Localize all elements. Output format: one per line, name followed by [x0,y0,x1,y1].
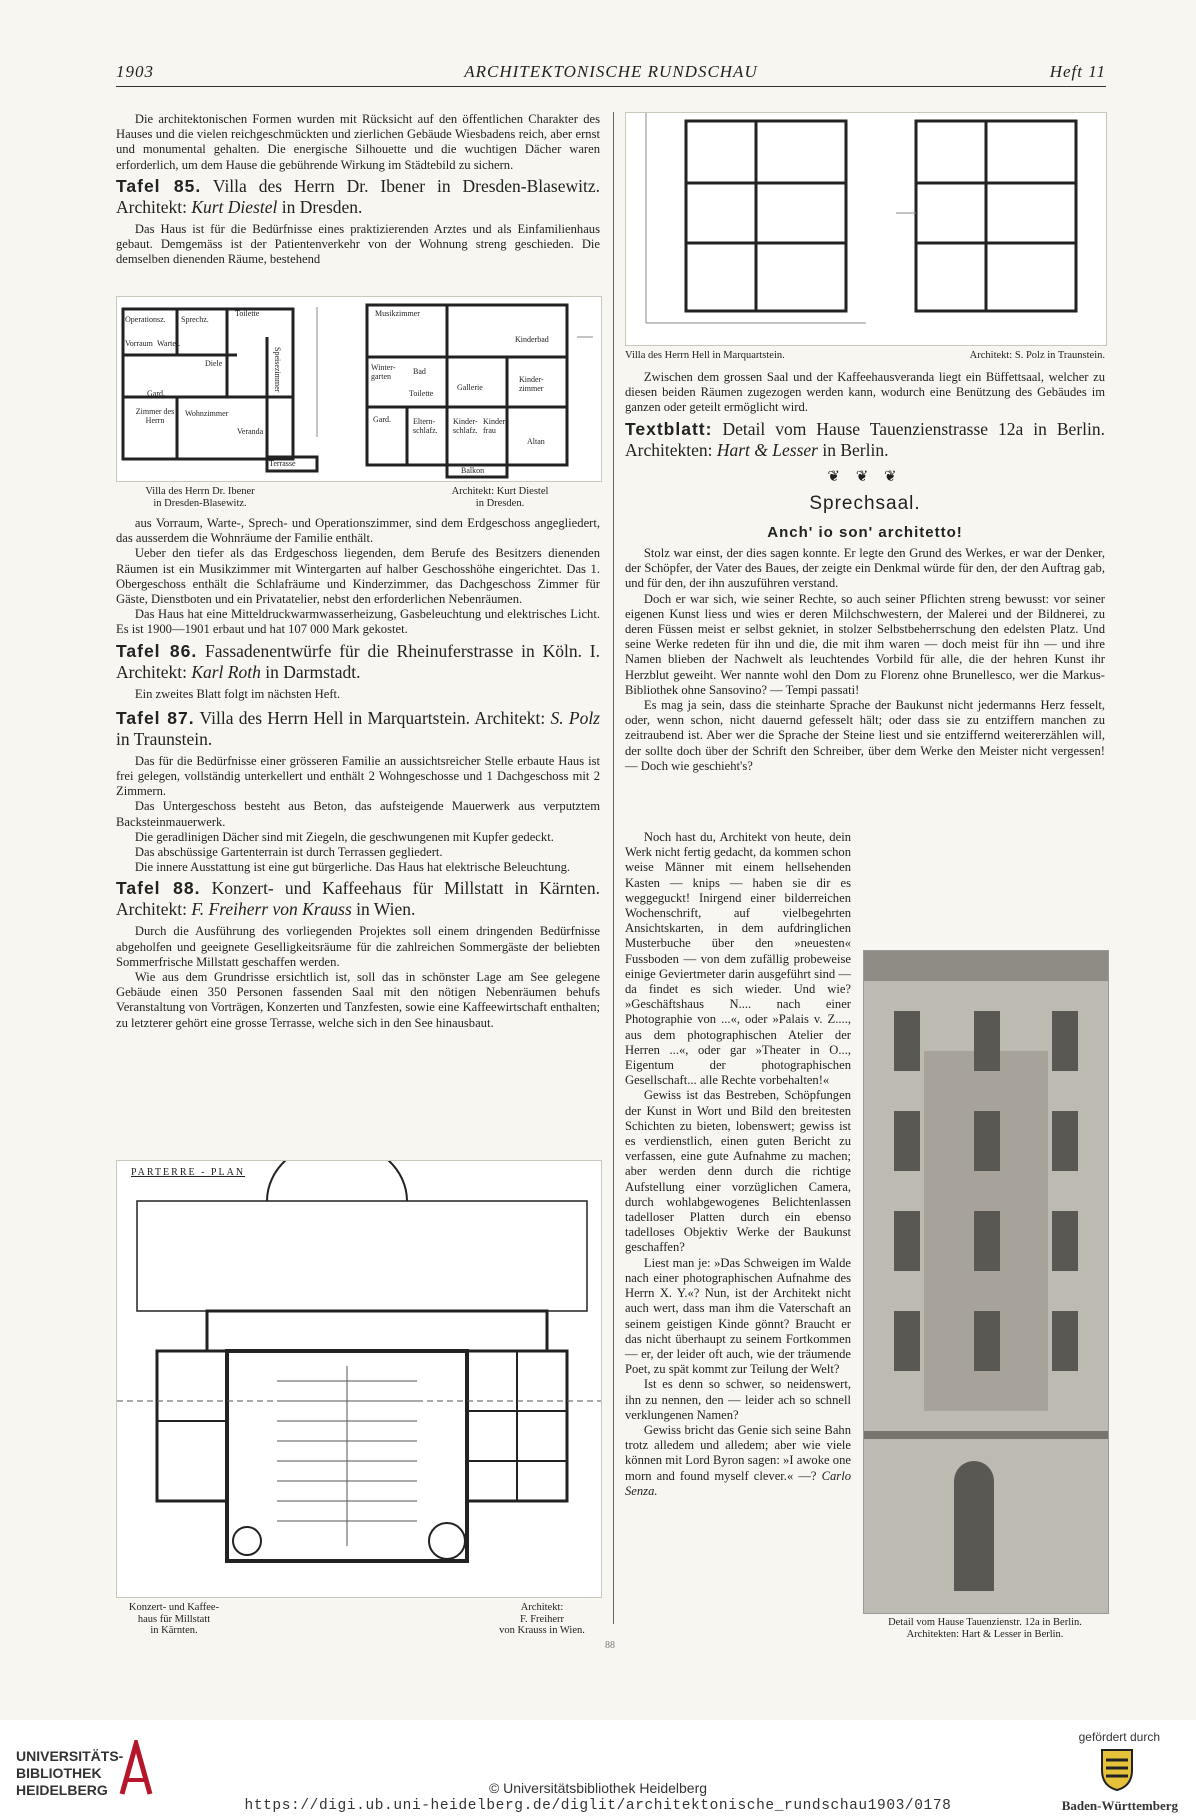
plan-label: Winter-garten [371,363,396,381]
caption-millstatt-left: Konzert- und Kaffee- haus für Millstatt in Kärnten. [128,1602,220,1636]
sprechsaal-heading: Sprechsaal. [809,493,921,514]
floorplan-millstatt-drawing [117,1161,601,1597]
tafel-88-text-1: Durch die Ausführung des vorliegenden Projektes soll einem dringenden Bedürfnisse abgeholfen und geeignete Geselligkeitsräume für die zahlreichen Sommergäste der beliebten Sommerfrische Millstatt geschaffen werden. [116,924,600,969]
photo-caption: Detail vom Hause Tauenzienstr. 12a in Berlin. Architekten: Hart & Lesser in Berlin. [888,1617,1082,1640]
state-name: Baden-Württemberg [1061,1798,1178,1813]
caption-hell-right: Architekt: S. Polz in Traunstein. [969,350,1105,361]
permalink[interactable]: https://digi.ub.uni-heidelberg.de/diglit/architektonische_rundschau1903/0178 [244,1798,952,1814]
buffet-paragraph: Zwischen dem grossen Saal und der Kaffeehausveranda liegt ein Büffettsaal, welcher zu diesen beiden Räumen zugezogen werden kann, wodurch eine Benützung des Gebäudes im ganzen oder geteilt ermöglicht wird. [625,370,1105,415]
tafel-85-text: Das Haus ist für die Bedürfnisse eines praktizierenden Arztes und als Einfamilienhaus gebaut. Demgemäss ist der Patientenverkehr von der Wohnung streng geschieden. Die demselben dienenden Räume, bestehend [116,221,600,267]
plan-label: Musikzimmer [375,309,420,318]
essay-p5: Gewiss ist das Bestreben, Schöpfungen der Kunst in Wort und Bild den breitesten Schichten zu bieten, lobenswert; gewiss ist es verdienstlich, einen guten Bericht zu verfassen, eine gute Aufnahme zu machen; aber werden denn durch die richtige Aufstellung einer vorzüglichen Camera, durch wohlabgewogenes Belichtenlassen tadelloser Platten durch ein ebenso tadelloses Objektiv Werke der Baukunst geschaffen? [625,1088,851,1255]
page-number: 88 [605,1640,615,1651]
plan-label: Operationsz. [125,315,166,324]
tafel-87-text-4: Das abschüssige Gartenterrain ist durch Terrassen gegliedert. [134,845,443,860]
plan-label: Vorraum [125,339,153,348]
essay-p8: Gewiss bricht das Genie sich seine Bahn trotz alledem und alledem; aber wie viele können mit Lord Byron sagen: »I awoke one morn and found myself clever.« —? Carlo Senza. [625,1422,851,1498]
coat-of-arms-icon [1094,1746,1140,1792]
running-header [116,62,1106,84]
plan-label: Kinder-schlafz. [453,417,478,435]
floorplan-hell [625,112,1107,346]
library-footer [0,1720,1196,1816]
header-title: ARCHITEKTONISCHE RUNDSCHAU [464,62,758,81]
ornament: ❦ ❦ ❦ [827,469,903,485]
caption-ibener-right: Architekt: Kurt Diestel in Dresden. [451,486,549,509]
tafel-86-note: Ein zweites Blatt folgt im nächsten Heft. [134,686,341,701]
textblatt-heading: Textblatt: Detail vom Hause Tauenzienstrasse 12a in Berlin. Architekten: Hart & Lesser in Berlin. [625,418,1106,460]
caption-millstatt-right: Architekt: F. Freiherr von Krauss in Wien. [499,1602,585,1636]
plan-label: Kinderbad [515,335,549,344]
essay-signature: Carlo Senza. [625,1468,851,1498]
left-column-middle [116,516,600,1031]
plan-label: Bad [413,367,426,376]
tafel-85-text-4: Das Haus hat eine Mitteldruckwarmwasserheizung, Gasbeleuchtung und elektrisches Licht. Es ist 1900—1901 erbaut und hat 107 000 Mark gekostet. [116,607,600,637]
plan-label: Gallerie [457,383,483,392]
right-column-top [625,370,1105,465]
sprechsaal-subtitle: Anch' io son' architetto! [767,524,963,541]
right-column-essay [625,546,1105,774]
caption-ibener-left: Villa des Herrn Dr. Ibener in Dresden-Blasewitz. [145,486,255,509]
plan-label: Speisezimmer [273,347,282,393]
tafel-88-text-2: Wie aus dem Grundrisse ersichtlich ist, soll das in schönster Lage am See gelegene Gebäude einen 350 Personen fassenden Saal mit den nötigen Nebenräumen behufs Veranstaltung von Vorträgen, Konzerten und Tanzfesten, sowie eine Kaffeewirtschaft enthalten; zu letzterer gehört eine grosse Terrasse, welche sich in den See hinausbaut. [116,970,600,1030]
column-divider [613,112,614,1624]
plan-label: Zimmer des Herrn [135,407,175,425]
tafel-87-text-2: Das Untergeschoss besteht aus Beton, das aufsteigende Mauerwerk aus verputztem Backsteinmauerwerk. [116,799,600,829]
header-rule [116,86,1106,87]
tafel-87-heading: Tafel 87. Villa des Herrn Hell in Marquartstein. Architekt: S. Polz in Traunstein. [116,707,600,749]
facade-photo [863,950,1109,1614]
essay-p7: Ist es denn so schwer, so neidenswert, ihn zu nennen, den — leider ach so schnell verklungenen Namen? [625,1377,851,1422]
floorplan-ibener [116,296,602,482]
plan-label: Terrasse [269,459,296,468]
essay-p2: Doch er war sich, wie seiner Rechte, so auch seiner Pflichten streng bewusst: vor seiner eigenen Kunst liess und wies er deren Milchschwestern, der Malerei und der Bildnerei, zu deren Füssen meist er selbst gekniet, in stolzer Selbstbeherrschung den edelsten Platz. Und seine Werke redeten für ihn und die, die mit ihm waren — doch meist für ihn — und ihre Namen blieben der Nachwelt als leuchtendes Vorbild für alle, die der hehren Kunst ihr Herzblut geweiht. Wer nannte wohl den Dom zu Florenz ohne Brunellesco, wer die Markus-Bibliothek ohne Sansovino? — Tempi passati! [625,591,1105,697]
essay-p6: Liest man je: »Das Schweigen im Walde nach einer photographischen Aufnahme des Herrn X. Y.«? Nun, ist der Architekt nicht auch wert, dass man ihm die Vaterschaft an seinem geistigen Kinde gönnt? Braucht er das nicht überhaupt zu seinem Fortkommen — er, der leider oft auch, wie der träumende Poet, zu spät kommt zur Teilung der Welt? [625,1255,851,1377]
tafel-87-text-3: Die geradlinigen Dächer sind mit Ziegeln, die geschwungenen mit Kupfer gedeckt. [134,829,554,844]
intro-paragraph: Die architektonischen Formen wurden mit Rücksicht auf den öffentlichen Charakter des Hauses und die vielen reichgeschmückten und zierlichen Gebäude Wiesbadens reich, aber ernst und monumental gehalten. Die energische Silhouette und die wuchtigen Dächer waren erforderlich, um dem Hause die gebührende Wirkung im Städtebild zu sichern. [116,112,600,172]
plan-label: Altan [527,437,545,446]
tafel-85-text-3: Ueber den tiefer als das Erdgeschoss liegenden, dem Berufe des Besitzers dienenden Räumen ist ein Musikzimmer mit Wintergarten auf halber Geschosshöhe eingerichtet. Das 1. Obergeschoss enthält die Schlafräume und Kinderzimmer, das Dachgeschoss Zimmer für Gäste, Dienstboten und ein Privatatelier, nebst den erforderlichen Nebenräumen. [116,546,600,607]
plan-title: PARTERRE - PLAN [131,1167,246,1178]
plan-label: Kinder-frau [483,417,508,435]
funded-by-label: gefördert durch [1078,1730,1160,1744]
caption-hell-left: Villa des Herrn Hell in Marquartstein. [625,350,785,361]
essay-p1: Stolz war einst, der dies sagen konnte. Er legte den Grund des Werkes, er war der Denker, der Schöpfer, der Vater des Baues, der zeigte ein Denkmal würde für den, der den Auftrag gab, und für den, der ihn auszuführen verstand. [625,546,1105,591]
plan-label: Diele [205,359,223,368]
tafel-86-heading: Tafel 86. Fassadenentwürfe für die Rheinuferstrasse in Köln. I. Architekt: Karl Roth in Darmstadt. [116,640,600,682]
tafel-87-text-1: Das für die Bedürfnisse einer grösseren Familie an aussichtsreicher Stelle erbaute Haus ist frei gelegen, vollständig unterkellert und enthält 2 Wohngeschosse und 1 Dachgeschoss mit 2 Zimmern. [116,753,600,799]
facade-photo-drawing [864,951,1108,1613]
plan-label: Sprechz. [181,315,209,324]
plan-label: Balkon [461,466,485,475]
plan-label: Gard. [147,389,165,398]
tafel-85-heading: Tafel 85. Villa des Herrn Dr. Ibener in Dresden-Blasewitz. Architekt: Kurt Diestel in Dresden. [116,175,601,217]
tafel-87-text-5: Die innere Ausstattung ist eine gut bürgerliche. Das Haus hat elektrische Beleuchtung. [134,860,571,875]
floorplan-hell-drawing [626,113,1106,345]
plan-label: Toilette [409,389,434,398]
plan-label: Warter. [157,339,181,348]
plan-label: Eltern-schlafz. [413,417,438,435]
copyright-notice: © Universitätsbibliothek Heidelberg [488,1780,708,1796]
plan-label: Gard. [373,415,391,424]
tafel-88-heading: Tafel 88. Konzert- und Kaffeehaus für Millstatt in Kärnten. Architekt: F. Freiherr von Krauss in Wien. [116,878,600,920]
library-name[interactable]: UNIVERSITÄTS- BIBLIOTHEK HEIDELBERG [16,1748,124,1798]
plan-label: Wohnzimmer [185,409,229,418]
essay-p3: Es mag ja sein, dass die steinharte Sprache der Baukunst nicht jedermanns Herz fesselt, oder, wenn schon, nicht dauernd gefesselt hält; oder dass sie zu entziffern manchen zu zeitraubend ist. Aber wer die Sprache der Steine liest und sie entziffernd weitererzählen will, der sollte doch über der Schrift den Schreiber, über dem Werke den Meister nicht vergessen! — Doch wie geschieht's? [625,698,1105,773]
plan-label: Toilette [235,309,260,318]
tafel-85-text-2: aus Vorraum, Warte-, Sprech- und Operationszimmer, sind dem Erdgeschoss angegliedert, das ausserdem die Wohnräume der Familie enthält. [116,516,600,546]
essay-p4: Noch hast du, Architekt von heute, dein Werk nicht fertig gedacht, da kommen schon weise Männer mit einem hellsehenden Kasten — knips — haben sie dir es weggeguckt! Inirgend einer bilderreichen Wochenschrift, auf vielbegehrten Ansichtskarten, in dem aufdringlichen Musterbuche über den »neuesten« Fussboden — von dem zufällig probeweise einige Geviertmeter darin ausgeführt sind — da findet es sich wieder. Und wie? »Geschäftshaus N.... nach einer Photographie von ...«, oder »Palais v. Z...., aus dem photographischen Atelier der Herren ...«, oder gar »Theater in O..., Eigentum der photographischen Gesellschaft... alle Rechte vorbehalten!« [625,830,851,1088]
plan-label: Veranda [237,427,264,436]
left-column-top [116,112,600,267]
plan-label: Kinder-zimmer [519,375,544,393]
floorplan-millstatt [116,1160,602,1598]
header-year: 1903 [116,62,154,81]
right-column-narrow [625,830,851,1499]
header-issue: Heft 11 [1049,62,1106,81]
